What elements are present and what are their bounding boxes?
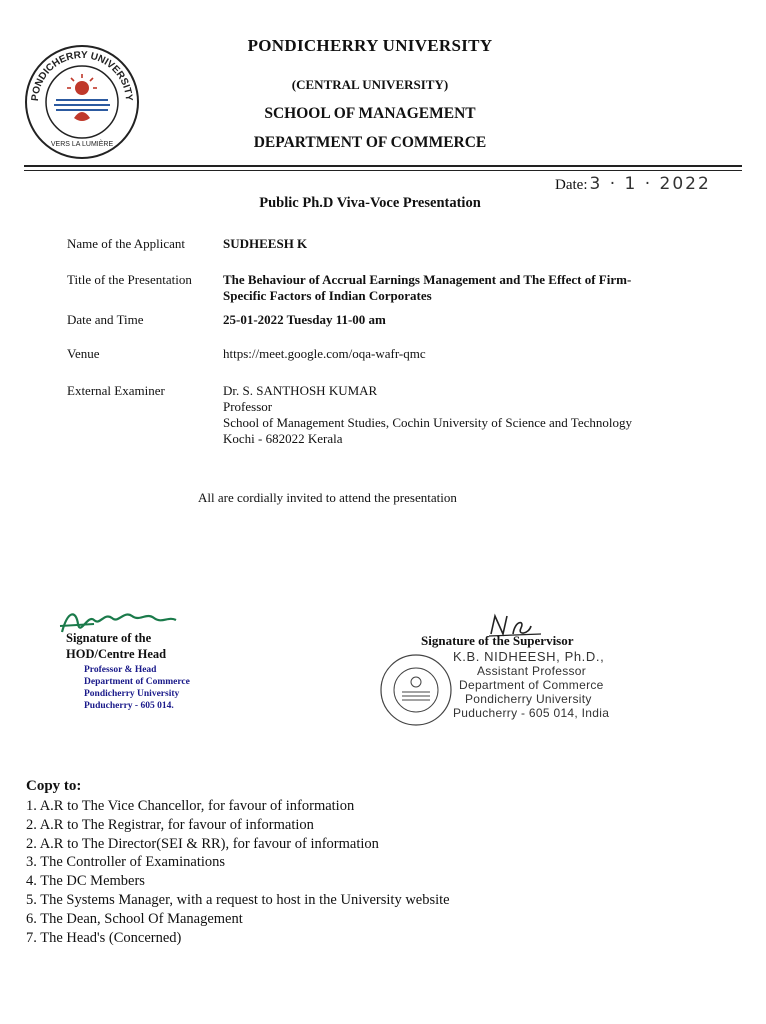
logo-text-bottom: VERS LA LUMIÈRE <box>50 141 114 148</box>
list-item: 7. The Head's (Concerned) <box>26 929 182 946</box>
copy-to-list <box>26 797 450 947</box>
applicant-label: Name of the Applicant <box>67 236 186 251</box>
applicant-value: SUDHEESH K <box>223 236 308 251</box>
hod-stamp-line3: Pondicherry University <box>84 689 180 699</box>
presentation-title-line2: Specific Factors of Indian Corporates <box>223 288 432 303</box>
list-item: 5. The Systems Manager, with a request to host in the University website <box>26 891 450 908</box>
examiner-label: External Examiner <box>67 383 165 398</box>
list-item: 6. The Dean, School Of Management <box>26 910 243 927</box>
supervisor-stamp-line3: Department of Commerce <box>459 678 604 692</box>
datetime-value: 25-01-2022 Tuesday 11-00 am <box>223 312 386 327</box>
hod-stamp-line4: Puducherry - 605 014. <box>84 701 174 711</box>
invitation-text: All are cordially invited to attend the presentation <box>198 490 457 505</box>
date-label: Date: <box>555 177 588 193</box>
hod-label-line1: Signature of the <box>66 631 152 645</box>
school-name: SCHOOL OF MANAGEMENT <box>264 105 476 122</box>
list-item: 4. The DC Members <box>26 873 145 890</box>
list-item: 2. A.R to The Director(SEI & RR), for favour of information <box>26 835 379 852</box>
list-item: 2. A.R to The Registrar, for favour of information <box>26 816 314 833</box>
copy-to-title: Copy to: <box>26 778 82 794</box>
university-name: PONDICHERRY UNIVERSITY <box>247 36 493 55</box>
header-rule-thick <box>24 165 742 167</box>
examiner-address: Kochi - 682022 Kerala <box>223 431 343 446</box>
header-rule-thin <box>24 170 742 171</box>
supervisor-stamp-line5: Puducherry - 605 014, India <box>453 706 610 720</box>
examiner-name: Dr. S. SANTHOSH KUMAR <box>223 383 378 398</box>
logo-text-top: PONDICHERRY UNIVERSITY <box>29 49 135 102</box>
venue-label: Venue <box>67 346 100 361</box>
date-line <box>555 174 711 194</box>
hod-stamp <box>84 664 190 712</box>
hod-signature-label <box>66 630 166 662</box>
list-item: 1. A.R to The Vice Chancellor, for favour of information <box>26 798 355 814</box>
supervisor-stamp-logo <box>378 652 454 728</box>
supervisor-stamp-line4: Pondicherry University <box>465 692 592 706</box>
document-title: Public Ph.D Viva-Voce Presentation <box>259 195 481 211</box>
examiner-details <box>223 383 693 447</box>
examiner-designation: Professor <box>223 399 273 414</box>
presentation-title-line1: The Behaviour of Accrual Earnings Management and The Effect of Firm- <box>223 272 632 287</box>
hod-stamp-line2: Department of Commerce <box>84 677 190 687</box>
list-item: 3. The Controller of Examinations <box>26 854 226 871</box>
date-value: 3 · 1 · 2022 <box>589 174 711 194</box>
supervisor-stamp-line2: Assistant Professor <box>477 664 587 678</box>
supervisor-stamp-name: K.B. NIDHEESH, Ph.D., <box>453 649 605 664</box>
datetime-label: Date and Time <box>67 312 144 327</box>
central-university-label: (CENTRAL UNIVERSITY) <box>291 77 449 92</box>
presentation-title-label: Title of the Presentation <box>67 272 192 287</box>
hod-label-line2: HOD/Centre Head <box>66 647 167 661</box>
hod-stamp-line1: Professor & Head <box>84 665 157 675</box>
presentation-title-value <box>223 272 693 304</box>
department-name: DEPARTMENT OF COMMERCE <box>253 134 487 151</box>
supervisor-signature-label: Signature of the Supervisor <box>421 633 574 648</box>
examiner-institution: School of Management Studies, Cochin University of Science and Technology <box>223 415 632 430</box>
venue-link[interactable]: https://meet.google.com/oqa-wafr-qmc <box>223 346 426 361</box>
supervisor-stamp <box>453 650 609 720</box>
